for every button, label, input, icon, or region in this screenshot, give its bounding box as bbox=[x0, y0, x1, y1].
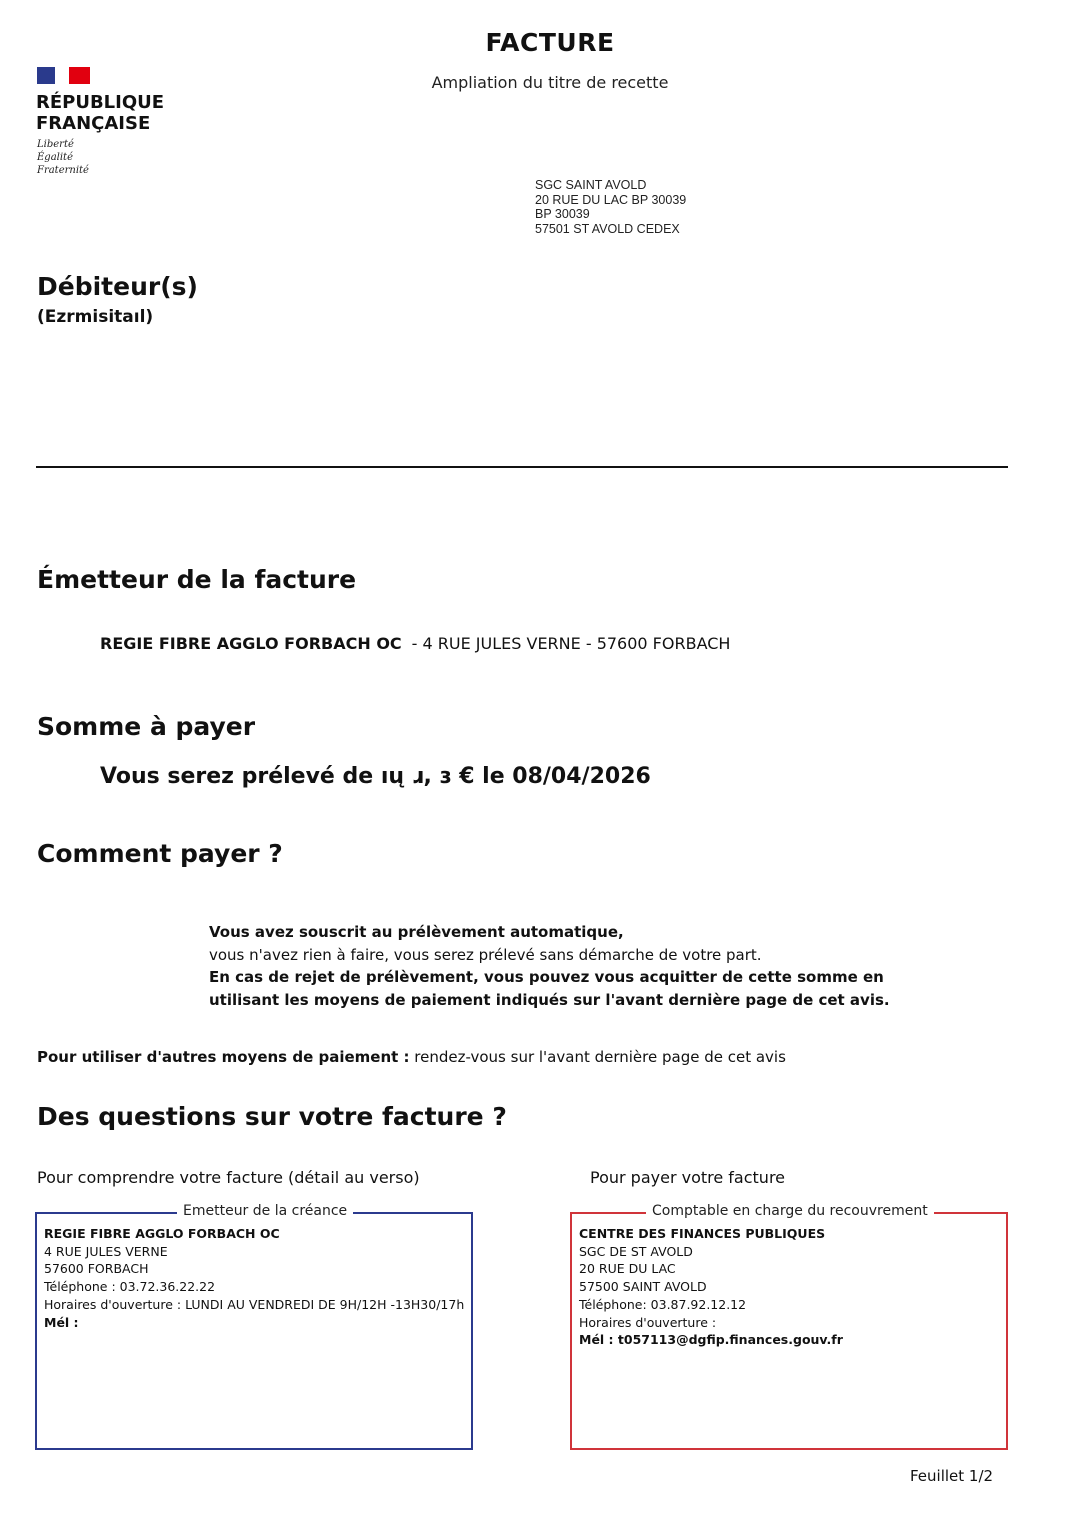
accountant-box-legend: Comptable en charge du recouvrement bbox=[646, 1203, 934, 1219]
wordmark-line-1: RÉPUBLIQUE bbox=[36, 92, 165, 113]
sender-address-line: 57501 ST AVOLD CEDEX bbox=[535, 221, 680, 236]
creance-name: REGIE FIBRE AGGLO FORBACH OC bbox=[44, 1226, 280, 1241]
emetteur-name: REGIE FIBRE AGGLO FORBACH OC bbox=[100, 634, 402, 653]
payment-instructions bbox=[209, 921, 890, 1011]
republic-motto bbox=[37, 138, 89, 177]
debiteur-subheading: (Ezrmisitaıl) bbox=[37, 307, 154, 327]
accountant-phone: Téléphone: 03.87.92.12.12 bbox=[579, 1296, 747, 1312]
accountant-hours: Horaires d'ouverture : bbox=[579, 1314, 717, 1330]
sender-address-line: BP 30039 bbox=[535, 207, 590, 221]
somme-heading: Somme à payer bbox=[37, 712, 256, 741]
instruction-line: utilisant les moyens de paiement indiqués sur l'avant dernière page de cet avis. bbox=[209, 990, 890, 1009]
page-counter: Feuillet 1/2 bbox=[910, 1467, 994, 1485]
motto-fraternite: Fraternité bbox=[37, 165, 89, 176]
comment-payer-heading: Comment payer ? bbox=[37, 839, 283, 868]
document-subtitle: Ampliation du titre de recette bbox=[431, 73, 669, 92]
accountant-address-line: SGC DE ST AVOLD bbox=[579, 1243, 693, 1259]
flag-white-band bbox=[55, 67, 69, 84]
creance-issuer-box bbox=[35, 1203, 473, 1450]
accountant-address-line: 20 RUE DU LAC bbox=[579, 1261, 676, 1277]
instruction-line: Vous avez souscrit au prélèvement automatique, bbox=[209, 923, 624, 941]
questions-heading: Des questions sur votre facture ? bbox=[37, 1102, 507, 1131]
emetteur-heading: Émetteur de la facture bbox=[37, 565, 357, 594]
understand-invoice-header: Pour comprendre votre facture (détail au verso) bbox=[37, 1168, 420, 1187]
creance-mail: Mél : bbox=[44, 1314, 79, 1330]
somme-amount-line: Vous serez prélevé de ıų ɹ, ɜ € le 08/04/2026 bbox=[100, 764, 651, 789]
motto-egalite: Égalité bbox=[37, 152, 73, 163]
accountant-name: CENTRE DES FINANCES PUBLIQUES bbox=[579, 1226, 826, 1241]
wordmark-line-2: FRANÇAISE bbox=[36, 113, 151, 134]
creance-address-line: 4 RUE JULES VERNE bbox=[44, 1243, 168, 1259]
pay-invoice-header: Pour payer votre facture bbox=[590, 1168, 786, 1187]
section-divider bbox=[36, 466, 1008, 468]
creance-hours: Horaires d'ouverture : LUNDI AU VENDREDI DE 9H/12H -13H30/17h bbox=[44, 1296, 465, 1312]
sender-address-line: 20 RUE DU LAC BP 30039 bbox=[535, 192, 687, 207]
emetteur-address: - 4 RUE JULES VERNE - 57600 FORBACH bbox=[411, 634, 731, 653]
other-payment-label: Pour utiliser d'autres moyens de paiement : bbox=[37, 1048, 410, 1066]
creance-box-content bbox=[44, 1225, 464, 1331]
accountant-box bbox=[570, 1203, 1008, 1450]
instruction-line: vous n'avez rien à faire, vous serez prélevé sans démarche de votre part. bbox=[209, 945, 762, 964]
other-payment-methods bbox=[37, 1048, 786, 1066]
creance-address-line: 57600 FORBACH bbox=[44, 1261, 149, 1277]
flag-red-band bbox=[69, 67, 90, 84]
emetteur-line bbox=[100, 634, 730, 653]
flag-blue-band bbox=[37, 67, 55, 84]
marianne-flag-logo bbox=[37, 67, 90, 84]
other-payment-text: rendez-vous sur l'avant dernière page de cet avis bbox=[409, 1048, 786, 1066]
sender-address-block bbox=[535, 178, 686, 236]
creance-phone: Téléphone : 03.72.36.22.22 bbox=[44, 1279, 216, 1295]
motto-liberte: Liberté bbox=[37, 139, 74, 150]
document-title: FACTURE bbox=[485, 28, 615, 57]
sender-address-line: SGC SAINT AVOLD bbox=[535, 178, 647, 192]
accountant-mail[interactable]: Mél : t057113@dgfip.finances.gouv.fr bbox=[579, 1332, 843, 1348]
republique-francaise-wordmark bbox=[36, 92, 164, 134]
creance-box-legend: Emetteur de la créance bbox=[177, 1203, 353, 1219]
debiteur-heading: Débiteur(s) bbox=[37, 272, 198, 301]
instruction-line: En cas de rejet de prélèvement, vous pouvez vous acquitter de cette somme en bbox=[209, 968, 884, 986]
accountant-box-content bbox=[579, 1225, 843, 1349]
accountant-address-line: 57500 SAINT AVOLD bbox=[579, 1279, 707, 1295]
